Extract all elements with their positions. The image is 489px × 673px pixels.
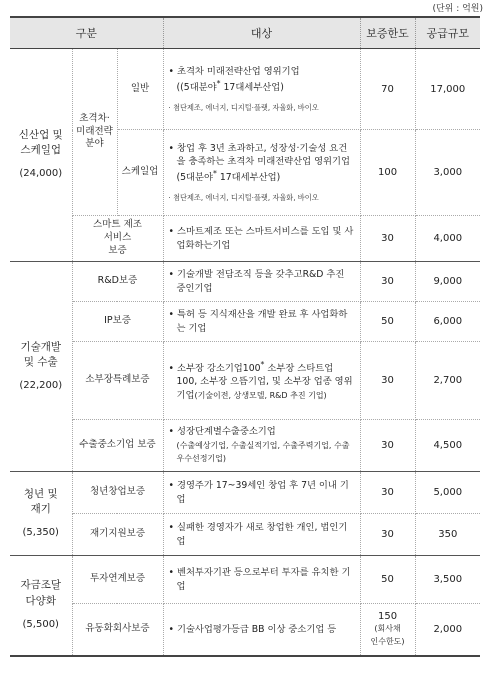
desc-youth: • 경영주가 17~39세인 창업 후 7년 이내 기업 <box>163 472 360 514</box>
sub-sobujang: 소부장특례보증 <box>72 342 163 420</box>
sub-ip: IP보증 <box>72 302 163 342</box>
table-row <box>10 342 480 420</box>
limit-restart: 30 <box>360 514 415 556</box>
table-row <box>10 216 480 262</box>
limit-export: 30 <box>360 420 415 472</box>
table-row <box>10 302 480 342</box>
table-row <box>10 514 480 556</box>
group-tech-export: 기술개발 및 수출 (22,200) <box>10 262 72 472</box>
sub-youth: 청년창업보증 <box>72 472 163 514</box>
group-funding: 자금조달 다양화 (5,500) <box>10 556 72 656</box>
sub-rnd: R&D보증 <box>72 262 163 302</box>
table-row <box>10 604 480 656</box>
unit-label: (단위 : 억원) <box>432 4 483 14</box>
table-row <box>10 472 480 514</box>
desc-securities: • 기술사업평가등급 BB 이상 중소기업 등 <box>163 604 360 656</box>
table-row <box>10 49 480 130</box>
sub-restart: 재기지원보증 <box>72 514 163 556</box>
supply-securities: 2,000 <box>415 604 480 656</box>
supply-ip: 6,000 <box>415 302 480 342</box>
limit-smart: 30 <box>360 216 415 262</box>
desc-smart: • 스마트제조 또는 스마트서비스를 도입 및 사업화하는기업 <box>163 216 360 262</box>
table-row <box>10 262 480 302</box>
supply-scaleup: 3,000 <box>415 130 480 216</box>
limit-youth: 30 <box>360 472 415 514</box>
sub-scaleup: 스케일업 <box>117 130 163 216</box>
limit-ip: 50 <box>360 302 415 342</box>
desc-invest: • 벤처투자기관 등으로부터 투자를 유치한 기업 <box>163 556 360 604</box>
guarantee-table <box>10 16 480 657</box>
supply-youth: 5,000 <box>415 472 480 514</box>
limit-sobujang: 30 <box>360 342 415 420</box>
desc-ip: • 특허 등 지식재산을 개발 완료 후 사업화하는 기업 <box>163 302 360 342</box>
group-youth-restart: 청년 및 재기 (5,350) <box>10 472 72 556</box>
desc-sobujang: • 소부장 강소기업100* 소부장 스타트업 100, 소부장 으뜸기업, 및 소부장 업종 영위기업(기술이전, 상생모델, R&D 추진 기업) <box>163 342 360 420</box>
limit-scaleup: 100 <box>360 130 415 216</box>
sub-export: 수출중소기업 보증 <box>72 420 163 472</box>
header-supply: 공급규모 <box>415 17 480 49</box>
supply-sobujang: 2,700 <box>415 342 480 420</box>
group-new-industry: 신산업 및 스케일업 (24,000) <box>10 49 72 262</box>
table-header-row <box>10 17 480 49</box>
supply-rnd: 9,000 <box>415 262 480 302</box>
desc-restart: • 실패한 경영자가 새로 창업한 개인, 법인기업 <box>163 514 360 556</box>
sub-super-gap: 초격차· 미래전략 분야 <box>72 49 117 216</box>
header-category: 구분 <box>10 17 163 49</box>
supply-restart: 350 <box>415 514 480 556</box>
sub-general: 일반 <box>117 49 163 130</box>
table-row <box>10 556 480 604</box>
limit-securities: 150 (회사채 인수한도) <box>360 604 415 656</box>
supply-smart: 4,000 <box>415 216 480 262</box>
desc-export: • 성장단계별수출중소기업 (수출예상기업, 수출실적기업, 수출주력기업, 수출우수선정기업) <box>163 420 360 472</box>
desc-rnd: • 기술개발 전담조직 등을 갖추고R&D 추진 중인기업 <box>163 262 360 302</box>
desc-general: • 초격차 미래전략산업 영위기업 ((5대분야* 17대세부산업) · 첨단제조, 에너지, 디지털·플랫, 자율화, 바이오 <box>163 49 360 130</box>
sub-invest: 투자연계보증 <box>72 556 163 604</box>
supply-general: 17,000 <box>415 49 480 130</box>
supply-export: 4,500 <box>415 420 480 472</box>
sub-securities: 유동화회사보증 <box>72 604 163 656</box>
header-limit: 보증한도 <box>360 17 415 49</box>
sub-smart: 스마트 제조 서비스 보증 <box>72 216 163 262</box>
header-target: 대상 <box>163 17 360 49</box>
limit-general: 70 <box>360 49 415 130</box>
limit-invest: 50 <box>360 556 415 604</box>
limit-rnd: 30 <box>360 262 415 302</box>
table-row <box>10 420 480 472</box>
desc-scaleup: • 창업 후 3년 초과하고, 성장성·기술성 요건을 충족하는 초격차 미래전략산업 영위기업 (5대분야* 17대세부산업) · 첨단제조, 에너지, 디지털·플랫, 자율화, 바이오 <box>163 130 360 216</box>
supply-invest: 3,500 <box>415 556 480 604</box>
